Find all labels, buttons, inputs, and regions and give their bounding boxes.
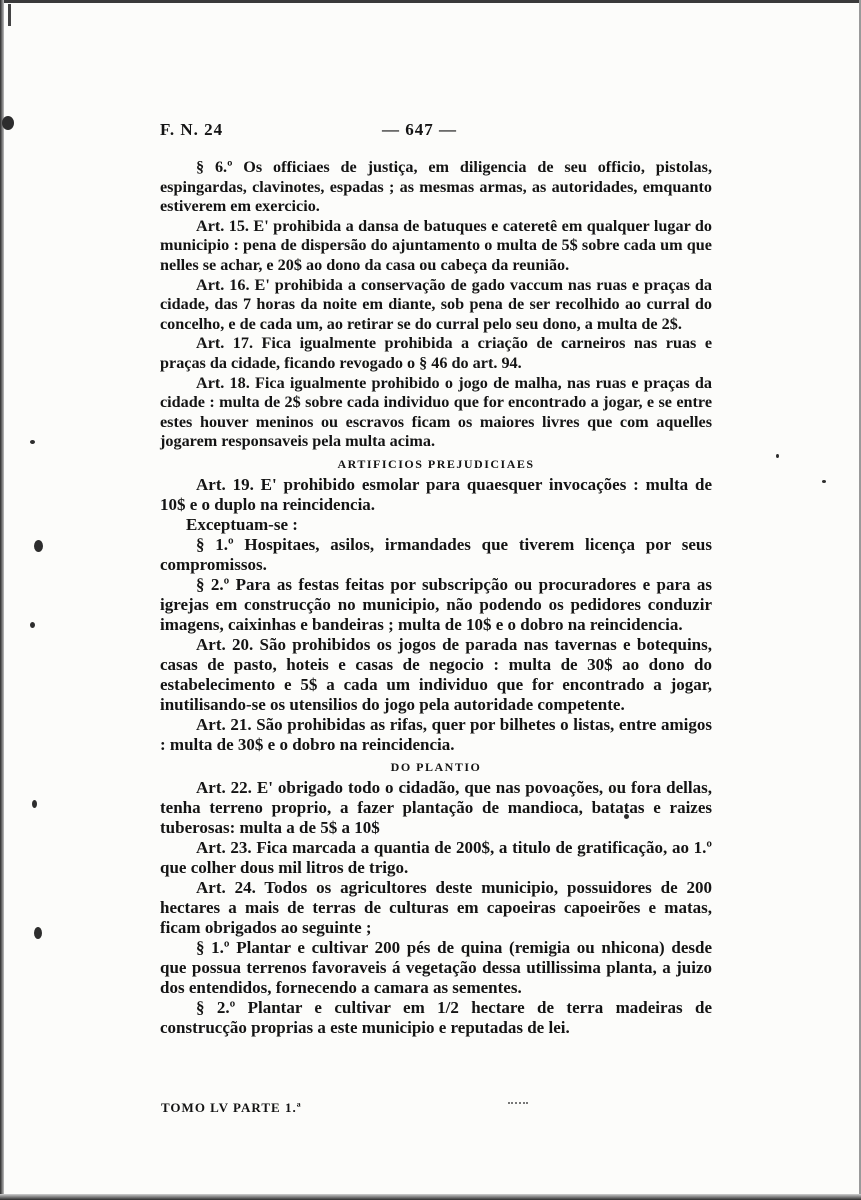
paragraph: § 1.º Plantar e cultivar 200 pés de quina (remigia ou nhicona) desde que possua terrenos favoraveis á vegetação dessa utillissima planta, a juizo dos entendidos, fornecendo a camara as sementes.: [160, 937, 712, 997]
paragraph: § 2.º Para as festas feitas por subscripção ou procuradores e para as igrejas em construcção no municipio, não podendo os pedidores conduzir imagens, caixinhas e bandeiras ; multa de 10$ e o dobro na reincidencia.: [160, 574, 712, 634]
page-edge-top: [0, 0, 861, 3]
page-footer: TOMO LV PARTE 1.ª: [161, 1100, 302, 1115]
page-body: [160, 158, 712, 1038]
paragraph: Exceptuam-se :: [186, 514, 298, 534]
paragraph: § 2.º Plantar e cultivar em 1/2 hectare de terra madeiras de construcção proprias a este municipio e reputadas de lei.: [160, 997, 712, 1037]
margin-speck: [30, 622, 35, 628]
corner-mark: [8, 4, 11, 26]
paragraph: Art. 23. Fica marcada a quantia de 200$, a titulo de gratificação, ao 1.º que colher dous mil litros de trigo.: [160, 837, 712, 877]
paragraph: § 1.º Hospitaes, asilos, irmandades que tiverem licença por seus compromissos.: [160, 534, 712, 574]
margin-speck: [32, 800, 37, 808]
paragraph: Art. 17. Fica igualmente prohibida a criação de carneiros nas ruas e praças da cidade, ficando revogado o § 46 do art. 94.: [160, 334, 712, 372]
margin-speck: [822, 480, 826, 483]
paragraph: Art. 19. E' prohibido esmolar para quaesquer invocações : multa de 10$ e o duplo na reincidencia.: [160, 474, 712, 514]
paragraph: Art. 24. Todos os agricultores deste municipio, possuidores de 200 hectares a mais de terras de culturas em capoeiras capoeirões e matas, ficam obrigados ao seguinte ;: [160, 877, 712, 937]
margin-speck: [34, 927, 42, 939]
page-header: [160, 120, 710, 142]
paragraph: Art. 18. Fica igualmente prohibido o jogo de malha, nas ruas e praças da cidade : multa de 2$ sobre cada individuo que for encontrado a jogar, e se entre estes houver meninos ou escravos ficam os maiores livres que com aquelles jogarem responsaveis pela multa acima.: [160, 373, 712, 451]
paragraph: Art. 16. E' prohibida a conservação de gado vaccum nas ruas e praças da cidade, das 7 horas da noite em diante, sob pena de ser recolhido ao curral do concelho, e de cada um, ao retirar se do curral pelo seu dono, a multa de 2$.: [160, 275, 712, 333]
margin-speck: [30, 440, 35, 444]
section-title: ARTIFICIOS PREJUDICIAES: [337, 456, 535, 471]
page-edge-bottom: [0, 1194, 861, 1200]
margin-speck: [776, 454, 779, 458]
footer-smudge: [508, 1102, 528, 1108]
margin-speck: [34, 540, 43, 552]
paragraph: Art. 21. São prohibidas as rifas, quer por bilhetes o listas, entre amigos : multa de 30$ e o dobro na reincidencia.: [160, 714, 712, 754]
section-title: DO PLANTIO: [390, 759, 482, 774]
page-number: — 647 —: [382, 120, 457, 139]
margin-speck: [2, 116, 14, 130]
paragraph: § 6.º Os officiaes de justiça, em diligencia de seu officio, pistolas, espingardas, clavinotes, espadas ; as mesmas armas, as autoridades, emquanto estiverem em exercicio.: [160, 158, 712, 216]
paragraph: Art. 20. São prohibidos os jogos de parada nas tavernas e botequins, casas de pasto, hoteis e casas de negocio : multa de 30$ ao dono do estabelecimento e 5$ a cada um individuo que for encontrado a jogar, inutilisando-se os utensilios do jogo pela autoridade competente.: [160, 634, 712, 714]
header-reference: F. N. 24: [160, 120, 224, 139]
paragraph: Art. 15. E' prohibida a dansa de batuques e cateretê em qualquer lugar do municipio : pena de dispersão do ajuntamento o multa de 5$ sobre cada um que nelles se achar, e 20$ ao dono da casa ou cabeça da reunião.: [160, 216, 712, 274]
paragraph: Art. 22. E' obrigado todo o cidadão, que nas povoações, ou fora dellas, tenha terreno proprio, a fazer plantação de mandioca, batatas e raizes tuberosas: multa a de 5$ a 10$: [160, 777, 712, 837]
page-edge-left: [0, 0, 4, 1200]
